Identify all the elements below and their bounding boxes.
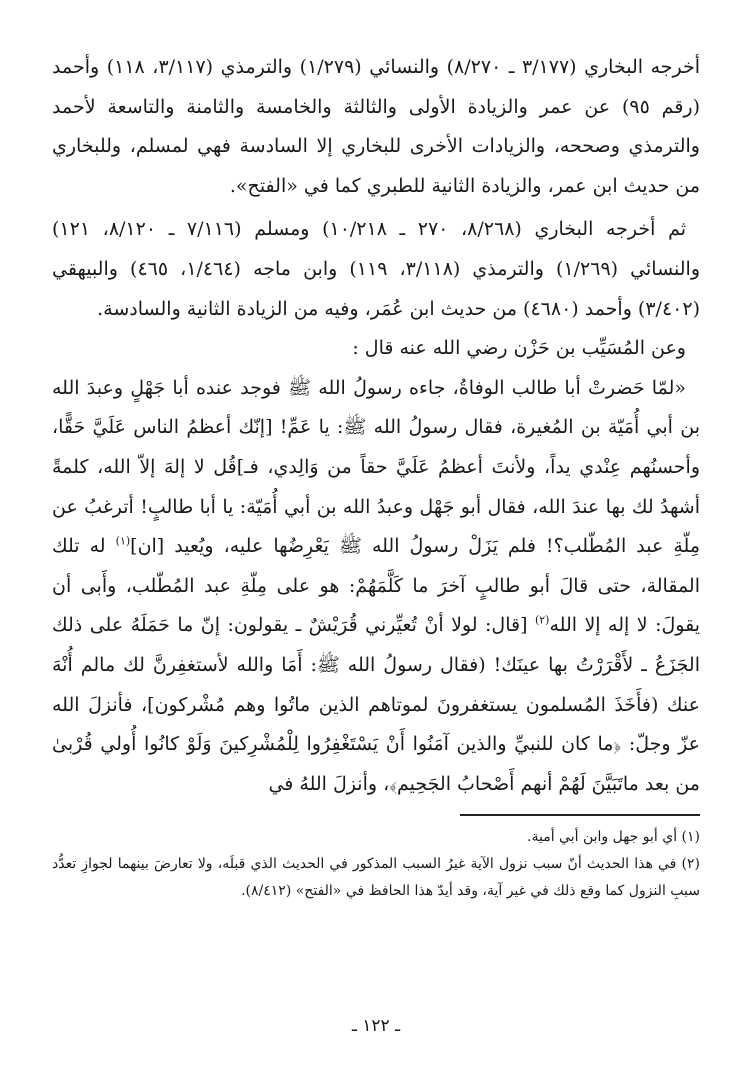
hadith-part-2: له تلك المقالة، حتى قالَ أبو طالبٍ آخرَ ما كَلَّمَهُمْ: هو على مِلّةِ عبد المُطّلب، وأَبى أن يقولَ: لا إله إلا الله	[52, 535, 700, 637]
page-number: ـ ١٢٢ ـ	[351, 1016, 401, 1036]
main-text	[52, 48, 700, 804]
footnote-1: (١) أي أبو جهل وابن أبي أمية.	[527, 829, 700, 846]
document-page	[52, 48, 700, 1044]
hadith-part-1: «لمّا حَضرتْ أبا طالب الوفاةُ، جاءه رسولُ الله ﷺ فوجد عنده أبا جَهْلٍ وعبدَ الله بن أبي أُمَيّة بن المُغيرة، فقال رسولُ الله ﷺ: يا عَمِّ! [إنّك أعظمُ الناس عَلَيَّ حَقًّا، وأحسنُهم عِنْدي يداً، ولأنتَ أعظمُ عَلَيَّ حقاً من وَالِدي، فـ]قُل لا إلهَ إلاّ الله، كلمةً أشهدُ لك بها عندَ الله، فقال أبو جَهْل وعبدُ الله بن أبي أُمَيّة: يا أبا طالبٍ! أترغبُ عن مِلّةِ عبد المُطّلب؟! فلم يَزَلْ رسولُ الله ﷺ يَعْرِضُها عليه، ويُعيد [ان]	[52, 376, 700, 558]
paragraph-takhrij-1: أخرجه البخاري (٣/١٧٧ ـ ٨/٢٧٠) والنسائي (١/٢٧٩) والترمذي (٣/١١٧، ١١٨) وأحمد (رقم ٩٥) عن عمر والزيادة الأولى والثالثة والخامسة والثامنة والتاسعة لأحمد والترمذي وصححه، والزيادات الأخرى للبخاري إلا السادسة فهي لمسلم، وللبخاري من حديث ابن عمر، والزيادة الثانية للطبري كما في «الفتح».	[52, 56, 701, 197]
paragraph-hadith-text	[52, 369, 700, 805]
footnote-marker-2: (٢)	[534, 613, 550, 627]
paragraph-hadith-intro: وعن المُسَيِّب بن حَزْن رضي الله عنه قال :	[352, 337, 686, 360]
footnote-divider	[460, 814, 700, 816]
footnotes-section	[52, 824, 700, 905]
hadith-part-3: [قال: لولا أنْ تُعيِّرني قُرَيْشٌ ـ يقولون: إنّ ما حَمَلَهُ على ذلك الجَزَعُ ـ لأَقْرَرْتُ بها عينَك! (فقال رسولُ الله ﷺ: أَمَا والله لأستغفِرنَّ لك مالم أُنْهَ عنك (فأَخَذَ المُسلمون يستغفرونَ لموتاهم الذين ماتُوا وهم مُشْركون]، فأنزلَ الله عزّ وجلّ: ﴿ما كان للنبيِّ والذين آمَنُوا أَنْ يَسْتَغْفِرُوا لِلْمُشْرِكينَ وَلَوْ كانُوا أُولي قُرْبىٰ من بعد ماتَبَيَّنَ لَهُمْ أنهم أَصْحابُ الجَحِيم﴾، وأنزلَ اللهُ في	[52, 614, 700, 795]
footnote-2: (٢) في هذا الحديث أنّ سبب نزول الآية غيرُ السبب المذكور في الحديث الذي قبلَه، ولا تعارضَ بينهما لجوازِ تعدُّد سببِ النزول كما وقع ذلك في غير آية، وقد أيدّ هذا الحافظ في «الفتح» (٨/٤١٢).	[52, 856, 700, 900]
paragraph-takhrij-2: ثم أخرجه البخاري (٨/٢٦٨، ٢٧٠ ـ ١٠/٢١٨) ومسلم (٧/١١٦ ـ ٨/١٢٠، ١٢١) والنسائي (١/٢٦٩) والترمذي (٣/١١٨، ١١٩) وابن ماجه (١/٤٦٤، ٤٦٥) والبيهقي (٣/٤٠٢) وأحمد (٤٦٨٠) من حديث ابن عُمَر، وفيه من الزيادة الثانية والسادسة.	[52, 218, 701, 320]
footnote-marker-1: (١)	[115, 534, 131, 548]
